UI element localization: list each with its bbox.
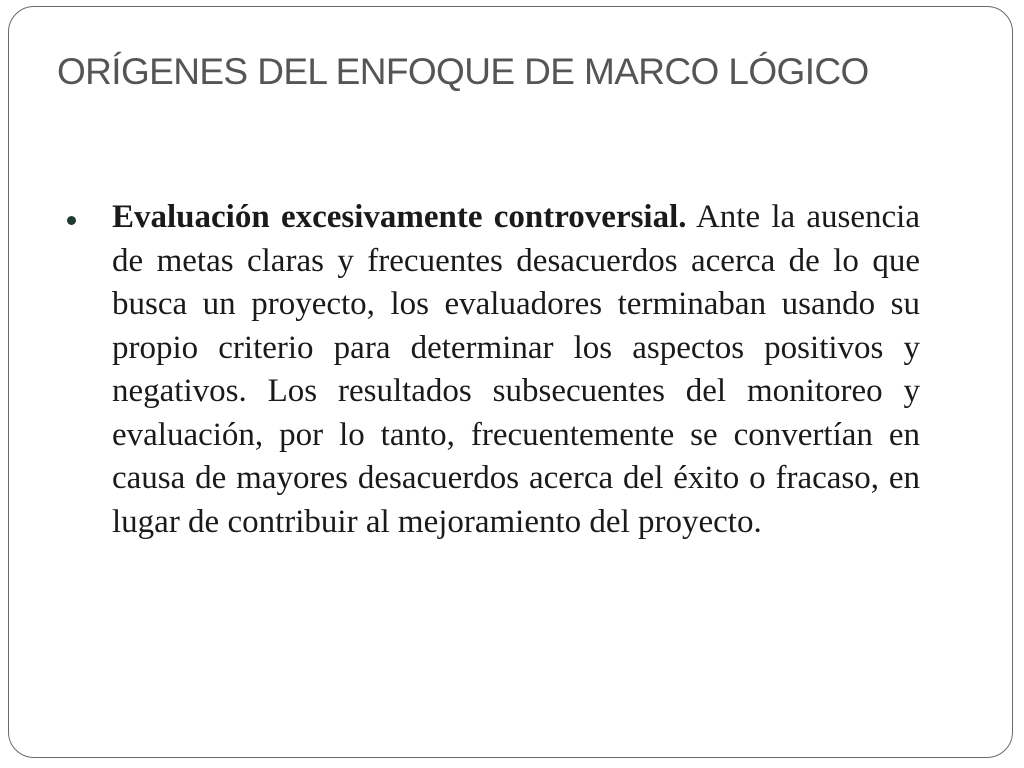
bullet-body: Ante la ausencia de metas claras y frecuentes desacuerdos acerca de lo que busca un proyecto, los evaluadores terminaban usando su propio criterio para determinar los aspectos positivos y negativos. Los resultados subsecuentes del monitoreo y evaluación, por lo tanto, frecuentemente se convertían en causa de mayores desacuerdos acerca del éxito o fracaso, en lugar de contribuir al mejoramiento del proyecto. xyxy=(112,199,920,540)
slide-frame xyxy=(8,6,1013,758)
bullet-lead: Evaluación excesivamente controversial. xyxy=(112,199,687,235)
bullet-dot-icon xyxy=(67,216,76,225)
slide-title: ORÍGENES DEL ENFOQUE DE MARCO LÓGICO xyxy=(57,51,869,92)
bullet-text xyxy=(112,196,920,544)
